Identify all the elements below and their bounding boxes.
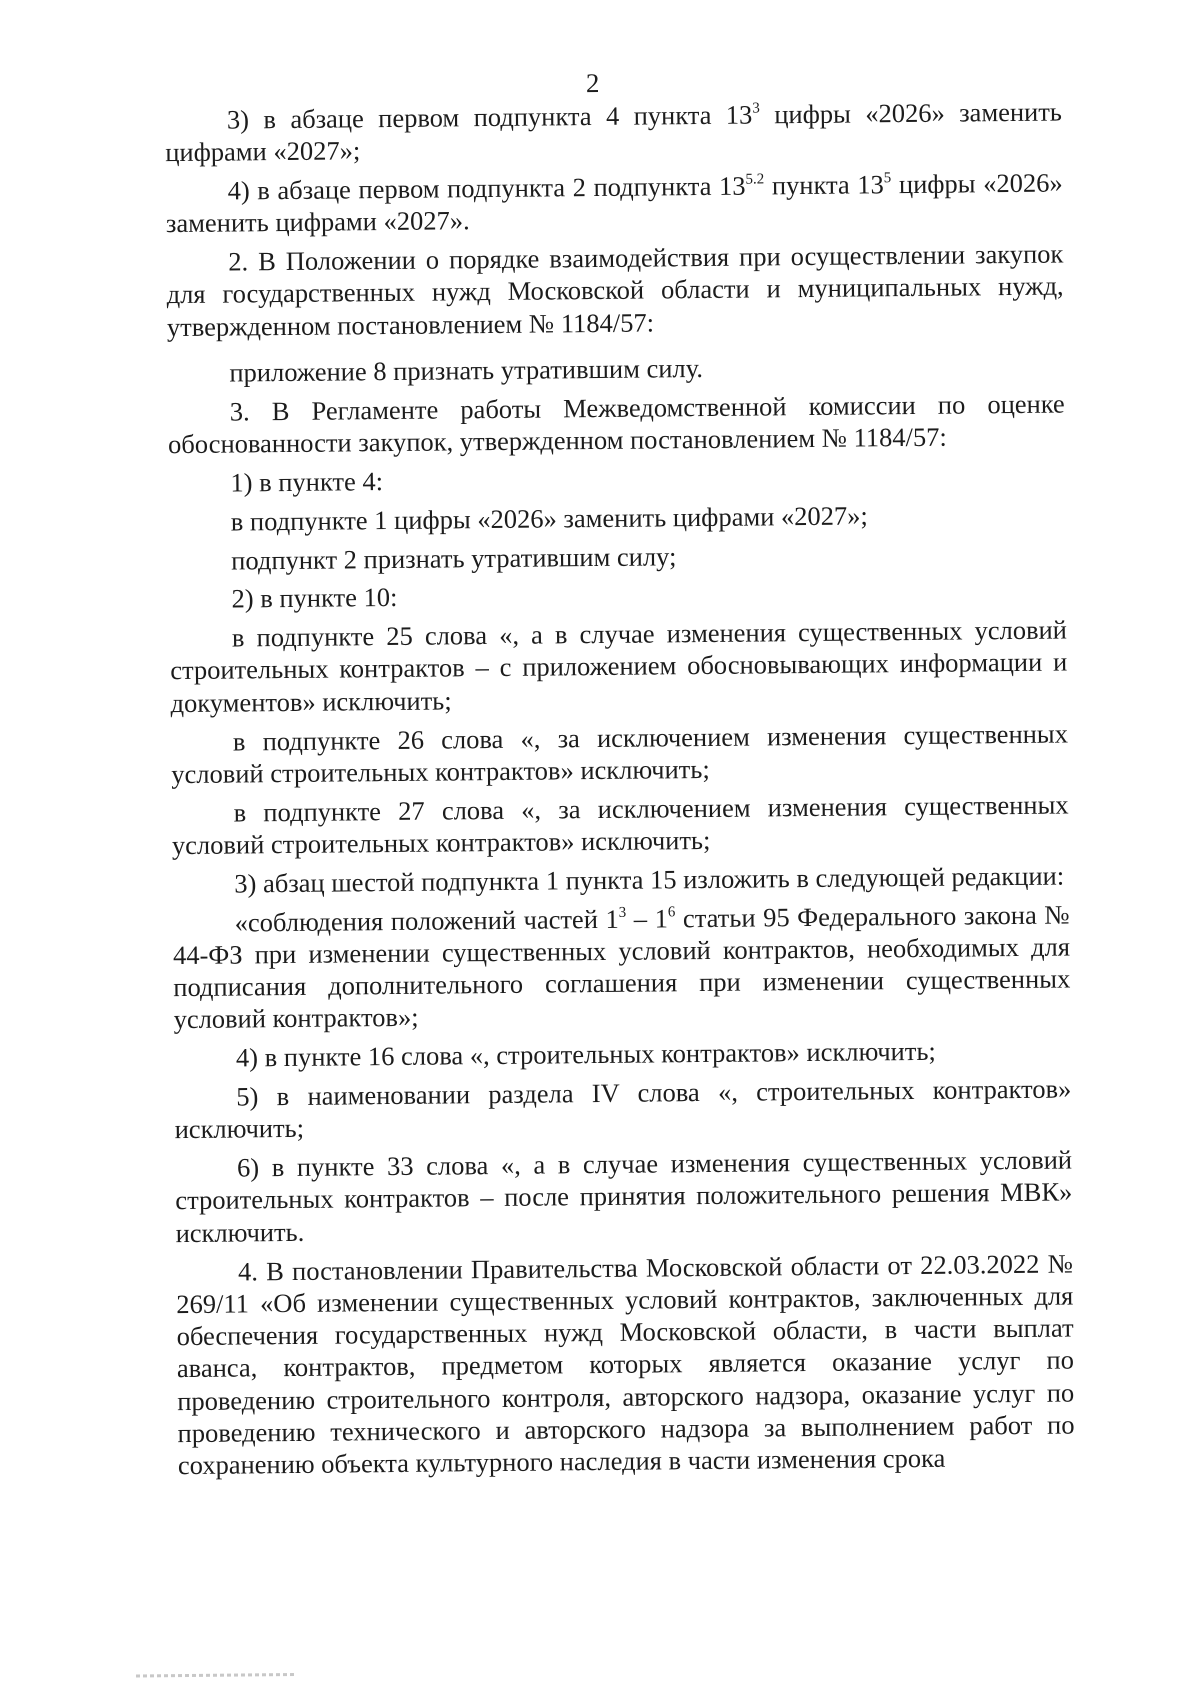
paragraph-text: 6) в пункте 33 слова «, а в случае изменения существенных условий строительных контрактов – после принятия положительного решения МВК» исключить. (175, 1144, 1073, 1248)
paragraph-text: 4) в пункте 16 слова «, строительных контрактов» исключить; (235, 1036, 936, 1073)
paragraph (165, 96, 1063, 169)
paragraph-text: подпункт 2 признать утратившим силу; (231, 540, 677, 576)
paragraph-text: в подпункте 1 цифры «2026» заменить цифрами «2027»; (230, 500, 868, 537)
superscript: 5 (883, 170, 892, 187)
paragraph (166, 167, 1064, 240)
paragraph-text: в подпункте 26 слова «, за исключением изменения существенных условий строительных контрактов» исключить; (171, 718, 1069, 789)
paragraph (167, 349, 1064, 390)
paragraph (169, 497, 1066, 538)
paragraph (166, 238, 1064, 343)
paragraph-text: 4. В постановлении Правительства Московской области от 22.03.2022 № 269/11 «Об изменении существенных условий контрактов, заключенных для обеспечения государственных нужд Московской области, в части выплат аванса, контрактов, предметом которых является оказание услуг по проведению строительного контроля, авторского надзора, оказание услуг по проведению технического и авторского надзора за выполнением работ по сохранению объекта культурного наследия в части изменения срока (176, 1247, 1075, 1481)
paragraph-text: цифры «2026» заменить цифрами «2027»; (165, 96, 1063, 168)
paragraph-text: приложение 8 признать утратившим силу. (229, 353, 704, 388)
scan-footer-mark (136, 1673, 296, 1678)
superscript: 3 (618, 904, 627, 921)
paragraph-text: «соблюдения положений частей 1 (234, 903, 619, 938)
paragraph-text: 1) в пункте 4: (230, 466, 384, 498)
paragraph (168, 458, 1065, 499)
paragraph (171, 788, 1069, 861)
page-number: 2 (585, 67, 600, 99)
paragraph-text: 4) в абзаце первом подпункта 2 подпункта 13 (227, 170, 746, 206)
paragraph-text: 2. В Положении о порядке взаимодействия при осуществлении закупок для государственных нужд Московской области и муниципальных нужд, утвержденном постановлением № 1184/57: (166, 238, 1064, 342)
paragraph-text: 3) абзац шестой подпункта 1 пункта 15 изложить в следующей редакции: (234, 860, 1065, 899)
paragraph-text: статьи 95 Федерального закона № 44-ФЗ при изменении существенных условий контрактов, необходимых для подписания дополнительного соглашения при изменении существенных условий контрактов»; (172, 899, 1071, 1035)
paragraph-text: 2) в пункте 10: (231, 582, 398, 614)
paragraph-text: – 1 (626, 902, 669, 934)
paragraph-text: цифры «2026» заменить цифрами «2027». (165, 167, 1063, 239)
superscript: 6 (667, 903, 676, 920)
paragraph-text: 5) в наименовании раздела IV слова «, строительных контрактов» исключить; (174, 1073, 1072, 1145)
document-body (165, 96, 1075, 1496)
superscript: 5.2 (745, 171, 765, 188)
paragraph (168, 387, 1066, 460)
paragraph-text: 3) в абзаце первом подпункта 4 пункта 13 (226, 99, 753, 135)
paragraph-text: в подпункте 25 слова «, а в случае изменения существенных условий строительных контрактов – с приложением обосновывающих информации и документов» исключить; (170, 614, 1068, 718)
paragraph (176, 1247, 1075, 1482)
paragraph (169, 536, 1066, 577)
paragraph (174, 1034, 1071, 1075)
paragraph (169, 575, 1066, 616)
paragraph (172, 859, 1069, 900)
superscript: 3 (752, 100, 760, 117)
paragraph (174, 1073, 1072, 1146)
paragraph (173, 898, 1071, 1036)
paragraph-text: пункта 13 (764, 169, 884, 201)
paragraph (175, 1144, 1073, 1249)
paragraph-text: 3. В Регламенте работы Межведомственной комиссии по оценке обоснованности закупок, утвержденном постановлением № 1184/57: (167, 388, 1065, 460)
paragraph (171, 717, 1069, 790)
paragraph (170, 614, 1068, 719)
paragraph-text: в подпункте 27 слова «, за исключением изменения существенных условий строительных контрактов» исключить; (171, 789, 1069, 861)
